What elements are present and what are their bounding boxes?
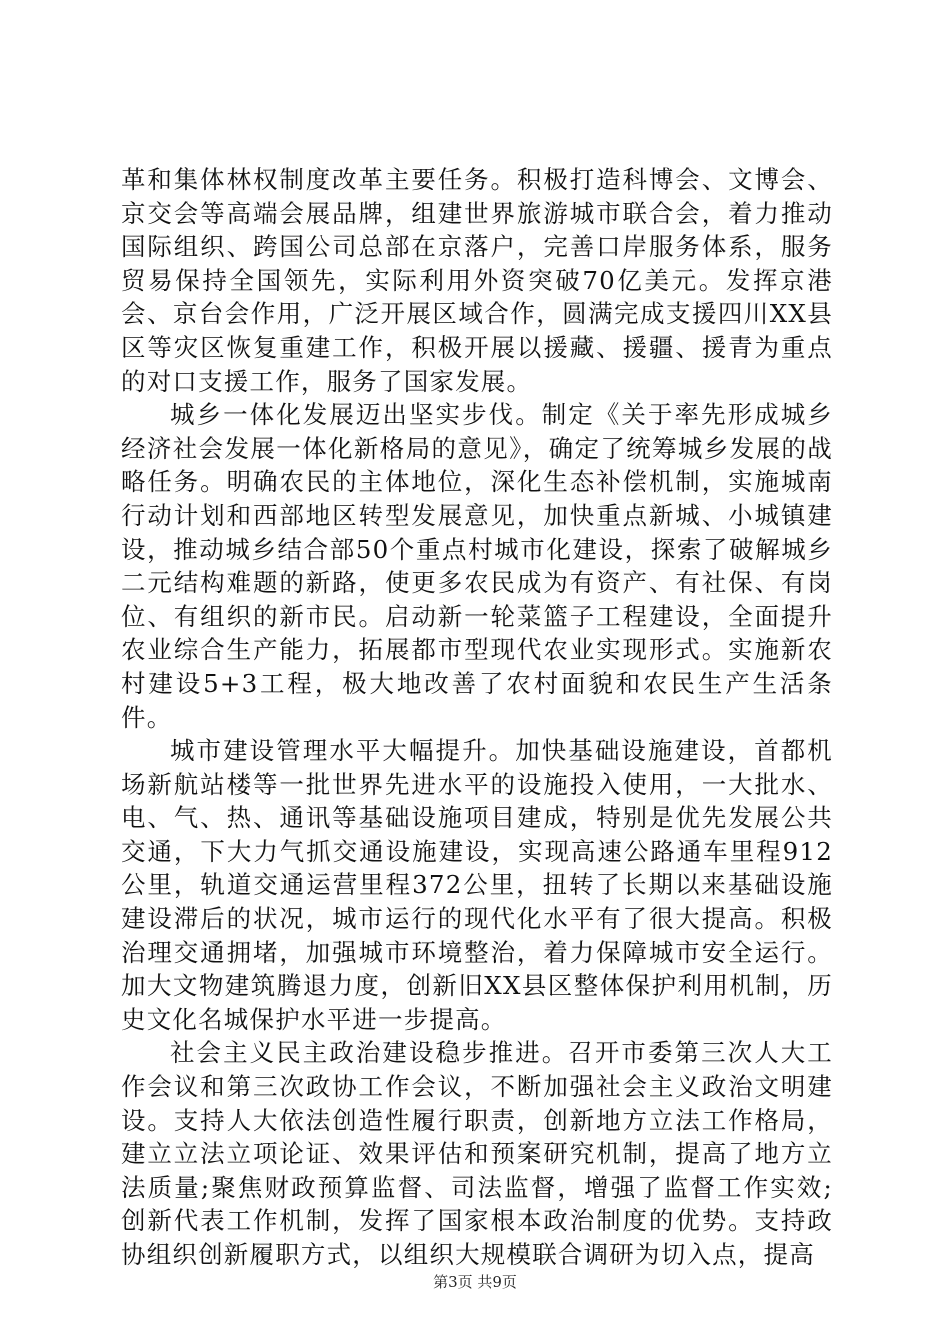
paragraph-1: 革和集体林权制度改革主要任务。积极打造科博会、文博会、京交会等高端会展品牌，组建世界旅游城市联合会，着力推动国际组织、跨国公司总部在京落户，完善口岸服务体系，服务贸易保持全国领先，实际利用外资突破70亿美元。发挥京港会、京台会作用，广泛开展区域合作，圆满完成支援四川XX县区等灾区恢复重建工作，积极开展以援藏、援疆、援青为重点的对口支援工作，服务了国家发展。 xyxy=(121,165,833,396)
paragraph-3: 城市建设管理水平大幅提升。加快基础设施建设，首都机场新航站楼等一批世界先进水平的设施投入使用，一大批水、电、气、热、通讯等基础设施项目建成，特别是优先发展公共交通，下大力气抓交通设施建设，实现高速公路通车里程912公里，轨道交通运营里程372公里，扭转了长期以来基础设施建设滞后的状况，城市运行的现代化水平有了很大提高。积极治理交通拥堵，加强城市环境整治，着力保障城市安全运行。加大文物建筑腾退力度，创新旧XX县区整体保护利用机制，历史文化名城保护水平进一步提高。 xyxy=(121,736,833,1034)
document-body xyxy=(121,163,833,1272)
paragraph-2: 城乡一体化发展迈出坚实步伐。制定《关于率先形成城乡经济社会发展一体化新格局的意见》，确定了统筹城乡发展的战略任务。明确农民的主体地位，深化生态补偿机制，实施城南行动计划和西部地区转型发展意见，加快重点新城、小城镇建设，推动城乡结合部50个重点村城市化建设，探索了破解城乡二元结构难题的新路，使更多农民成为有资产、有社保、有岗位、有组织的新市民。启动新一轮菜篮子工程建设，全面提升农业综合生产能力，拓展都市型现代农业实现形式。实施新农村建设5+3工程，极大地改善了农村面貌和农民生产生活条件。 xyxy=(121,400,833,732)
paragraph-4: 社会主义民主政治建设稳步推进。召开市委第三次人大工作会议和第三次政协工作会议，不断加强社会主义政治文明建设。支持人大依法创造性履行职责，创新地方立法工作格局，建立立法立项论证、效果评估和预案研究机制，提高了地方立法质量;聚焦财政预算监督、司法监督，增强了监督工作实效;创新代表工作机制，发挥了国家根本政治制度的优势。支持政协组织创新履职方式，以组织大规模联合调研为切入点，提高 xyxy=(121,1038,833,1269)
page-number-footer: 第3页 共9页 xyxy=(433,1273,517,1291)
